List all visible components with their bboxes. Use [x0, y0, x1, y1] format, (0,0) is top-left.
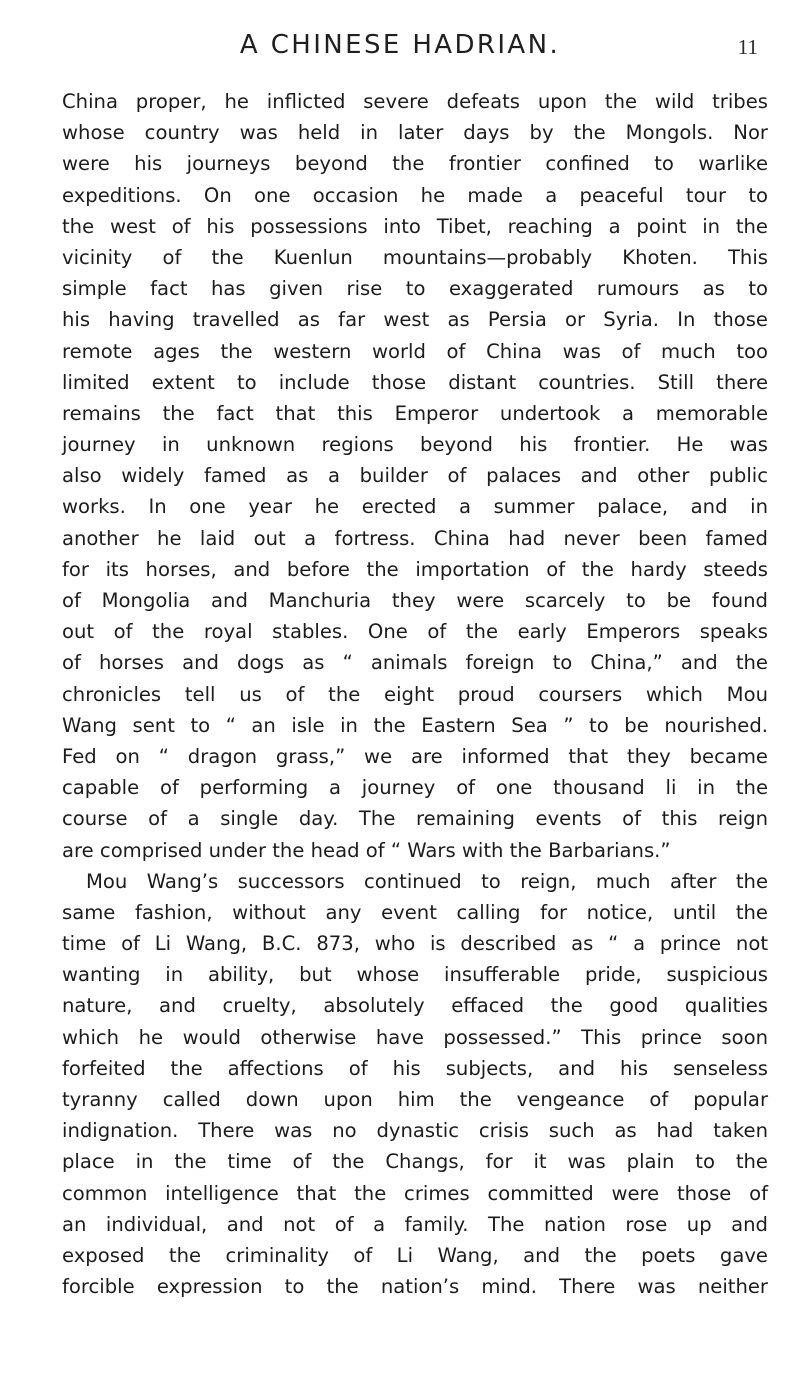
text-line: remote ages the western world of China was of much too: [62, 339, 768, 363]
text-line: of horses and dogs as “ animals foreign to China,” and the: [62, 651, 768, 675]
text-line: expeditions. On one occasion he made a peaceful tour to: [62, 183, 768, 207]
text-line: limited extent to include those distant countries. Still there: [62, 370, 768, 394]
text-line: also widely famed as a builder of palaces and other public: [62, 464, 768, 488]
running-head: [0, 30, 800, 70]
text-line: exposed the criminality of Li Wang, and the poets gave: [62, 1243, 768, 1267]
running-title: A CHINESE HADRIAN.: [239, 30, 561, 60]
body-text: [62, 86, 768, 1302]
text-line: of Mongolia and Manchuria they were scarcely to be found: [62, 589, 768, 612]
text-line: out of the royal stables. One of the early Emperors speaks: [62, 620, 768, 644]
text-line: Fed on “ dragon grass,” we are informed that they became: [62, 744, 768, 768]
text-line: forcible expression to the nation’s mind. There was neither: [62, 1275, 768, 1299]
text-line: his having travelled as far west as Persia or Syria. In those: [62, 308, 768, 332]
text-line: nature, and cruelty, absolutely effaced the good qualities: [62, 994, 768, 1018]
page-number: 11: [737, 35, 758, 59]
text-line: common intelligence that the crimes committed were those of: [62, 1181, 768, 1205]
text-line: another he laid out a fortress. China had never been famed: [62, 526, 768, 550]
text-line: tyranny called down upon him the vengeance of popular: [62, 1088, 768, 1111]
text-line: simple fact has given rise to exaggerated rumours as to: [62, 277, 768, 301]
text-line: works. In one year he erected a summer palace, and in: [62, 495, 768, 519]
text-line: remains the fact that this Emperor undertook a memorable: [62, 401, 768, 425]
text-line: wanting in ability, but whose insufferable pride, suspicious: [62, 963, 768, 987]
text-line: an individual, and not of a family. The nation rose up and: [62, 1212, 768, 1236]
text-line: chronicles tell us of the eight proud coursers which Mou: [62, 682, 768, 706]
text-line: are comprised under the head of “ Wars with the Barbarians.”: [62, 838, 671, 862]
text-line: were his journeys beyond the frontier confined to warlike: [62, 152, 768, 176]
text-line: China proper, he inflicted severe defeats upon the wild tribes: [62, 90, 768, 113]
text-line: place in the time of the Changs, for it was plain to the: [62, 1150, 768, 1174]
text-line: Mou Wang’s successors continued to reign, much after the: [86, 869, 768, 893]
text-line: the west of his possessions into Tibet, reaching a point in the: [62, 214, 768, 238]
text-line: Wang sent to “ an isle in the Eastern Sea ” to be nourished.: [62, 713, 768, 737]
text-line: which he would otherwise have possessed.” This prince soon: [62, 1025, 768, 1049]
text-line: course of a single day. The remaining events of this reign: [62, 807, 768, 831]
text-line: journey in unknown regions beyond his frontier. He was: [62, 433, 768, 457]
text-line: vicinity of the Kuenlun mountains—probably Khoten. This: [62, 245, 768, 269]
text-line: indignation. There was no dynastic crisis such as had taken: [62, 1119, 768, 1143]
text-line: whose country was held in later days by the Mongols. Nor: [62, 121, 768, 145]
text-line: capable of performing a journey of one thousand li in the: [62, 776, 768, 800]
text-line: time of Li Wang, B.C. 873, who is described as “ a prince not: [62, 932, 768, 956]
text-line: forfeited the affections of his subjects, and his senseless: [62, 1056, 768, 1080]
text-line: for its horses, and before the importation of the hardy steeds: [62, 557, 768, 581]
text-line: same fashion, without any event calling for notice, until the: [62, 900, 768, 924]
